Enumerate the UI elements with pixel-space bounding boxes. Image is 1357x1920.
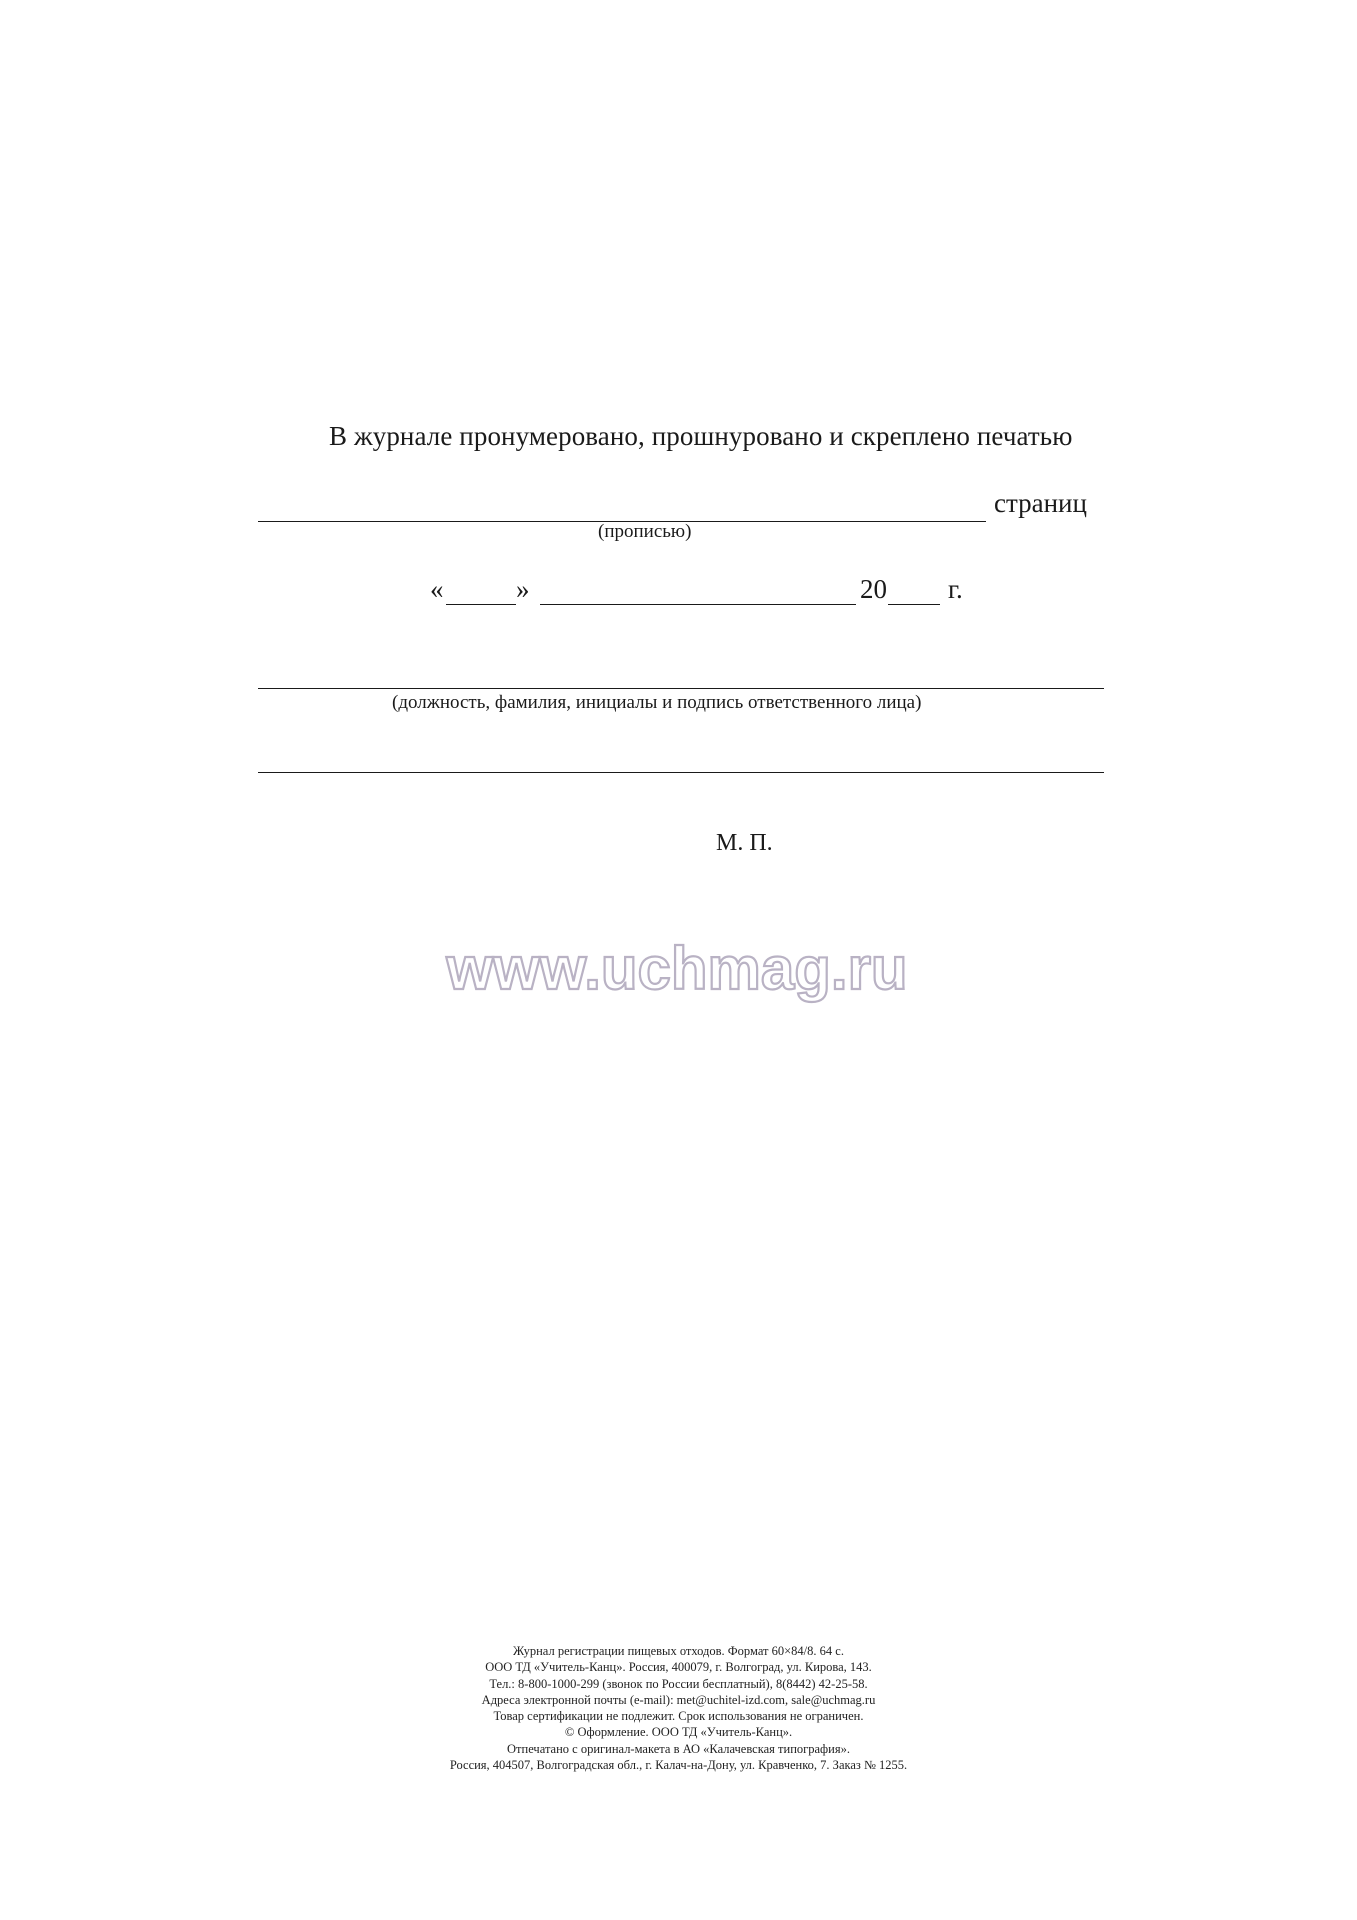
date-open-quote: « xyxy=(430,574,444,604)
stamp-place-label: М. П. xyxy=(716,830,773,856)
year-suffix: г. xyxy=(948,574,963,604)
imprint-line: Россия, 404507, Волгоградская обл., г. Калач-на-Дону, ул. Кравченко, 7. Заказ № 1255. xyxy=(449,1758,908,1773)
signature-caption: (должность, фамилия, инициалы и подпись ответственного лица) xyxy=(392,692,922,713)
pages-word: страниц xyxy=(994,488,1087,518)
certification-statement: В журнале пронумеровано, прошнуровано и скреплено печатью xyxy=(329,421,1073,451)
imprint-line: Адреса электронной почты (e-mail): met@uchitel-izd.com, sale@uchmag.ru xyxy=(481,1692,876,1707)
signature-blank xyxy=(258,688,1104,689)
imprint-line: Тел.: 8-800-1000-299 (звонок по России бесплатный), 8(8442) 42-25-58. xyxy=(489,1676,868,1691)
imprint-line: Товар сертификации не подлежит. Срок использования не ограничен. xyxy=(493,1709,864,1724)
imprint-line: © Оформление. ООО ТД «Учитель-Канц». xyxy=(564,1725,793,1740)
publisher-imprint xyxy=(0,1643,1357,1773)
year-prefix: 20 xyxy=(860,574,887,604)
imprint-line: ООО ТД «Учитель-Канц». Россия, 400079, г. Волгоград, ул. Кирова, 143. xyxy=(485,1660,872,1675)
imprint-line: Журнал регистрации пищевых отходов. Формат 60×84/8. 64 с. xyxy=(513,1644,844,1658)
watermark-text: www.uchmag.ru xyxy=(446,935,908,1002)
watermark-logo xyxy=(392,925,962,1015)
date-close-quote: » xyxy=(516,574,530,604)
page-count-caption: (прописью) xyxy=(598,521,692,542)
imprint-line: Отпечатано с оригинал-макета в АО «Калачевская типография». xyxy=(507,1741,850,1756)
signature-blank-second xyxy=(258,772,1104,773)
month-blank xyxy=(540,604,856,605)
year-blank xyxy=(888,604,940,605)
day-blank xyxy=(446,604,516,605)
